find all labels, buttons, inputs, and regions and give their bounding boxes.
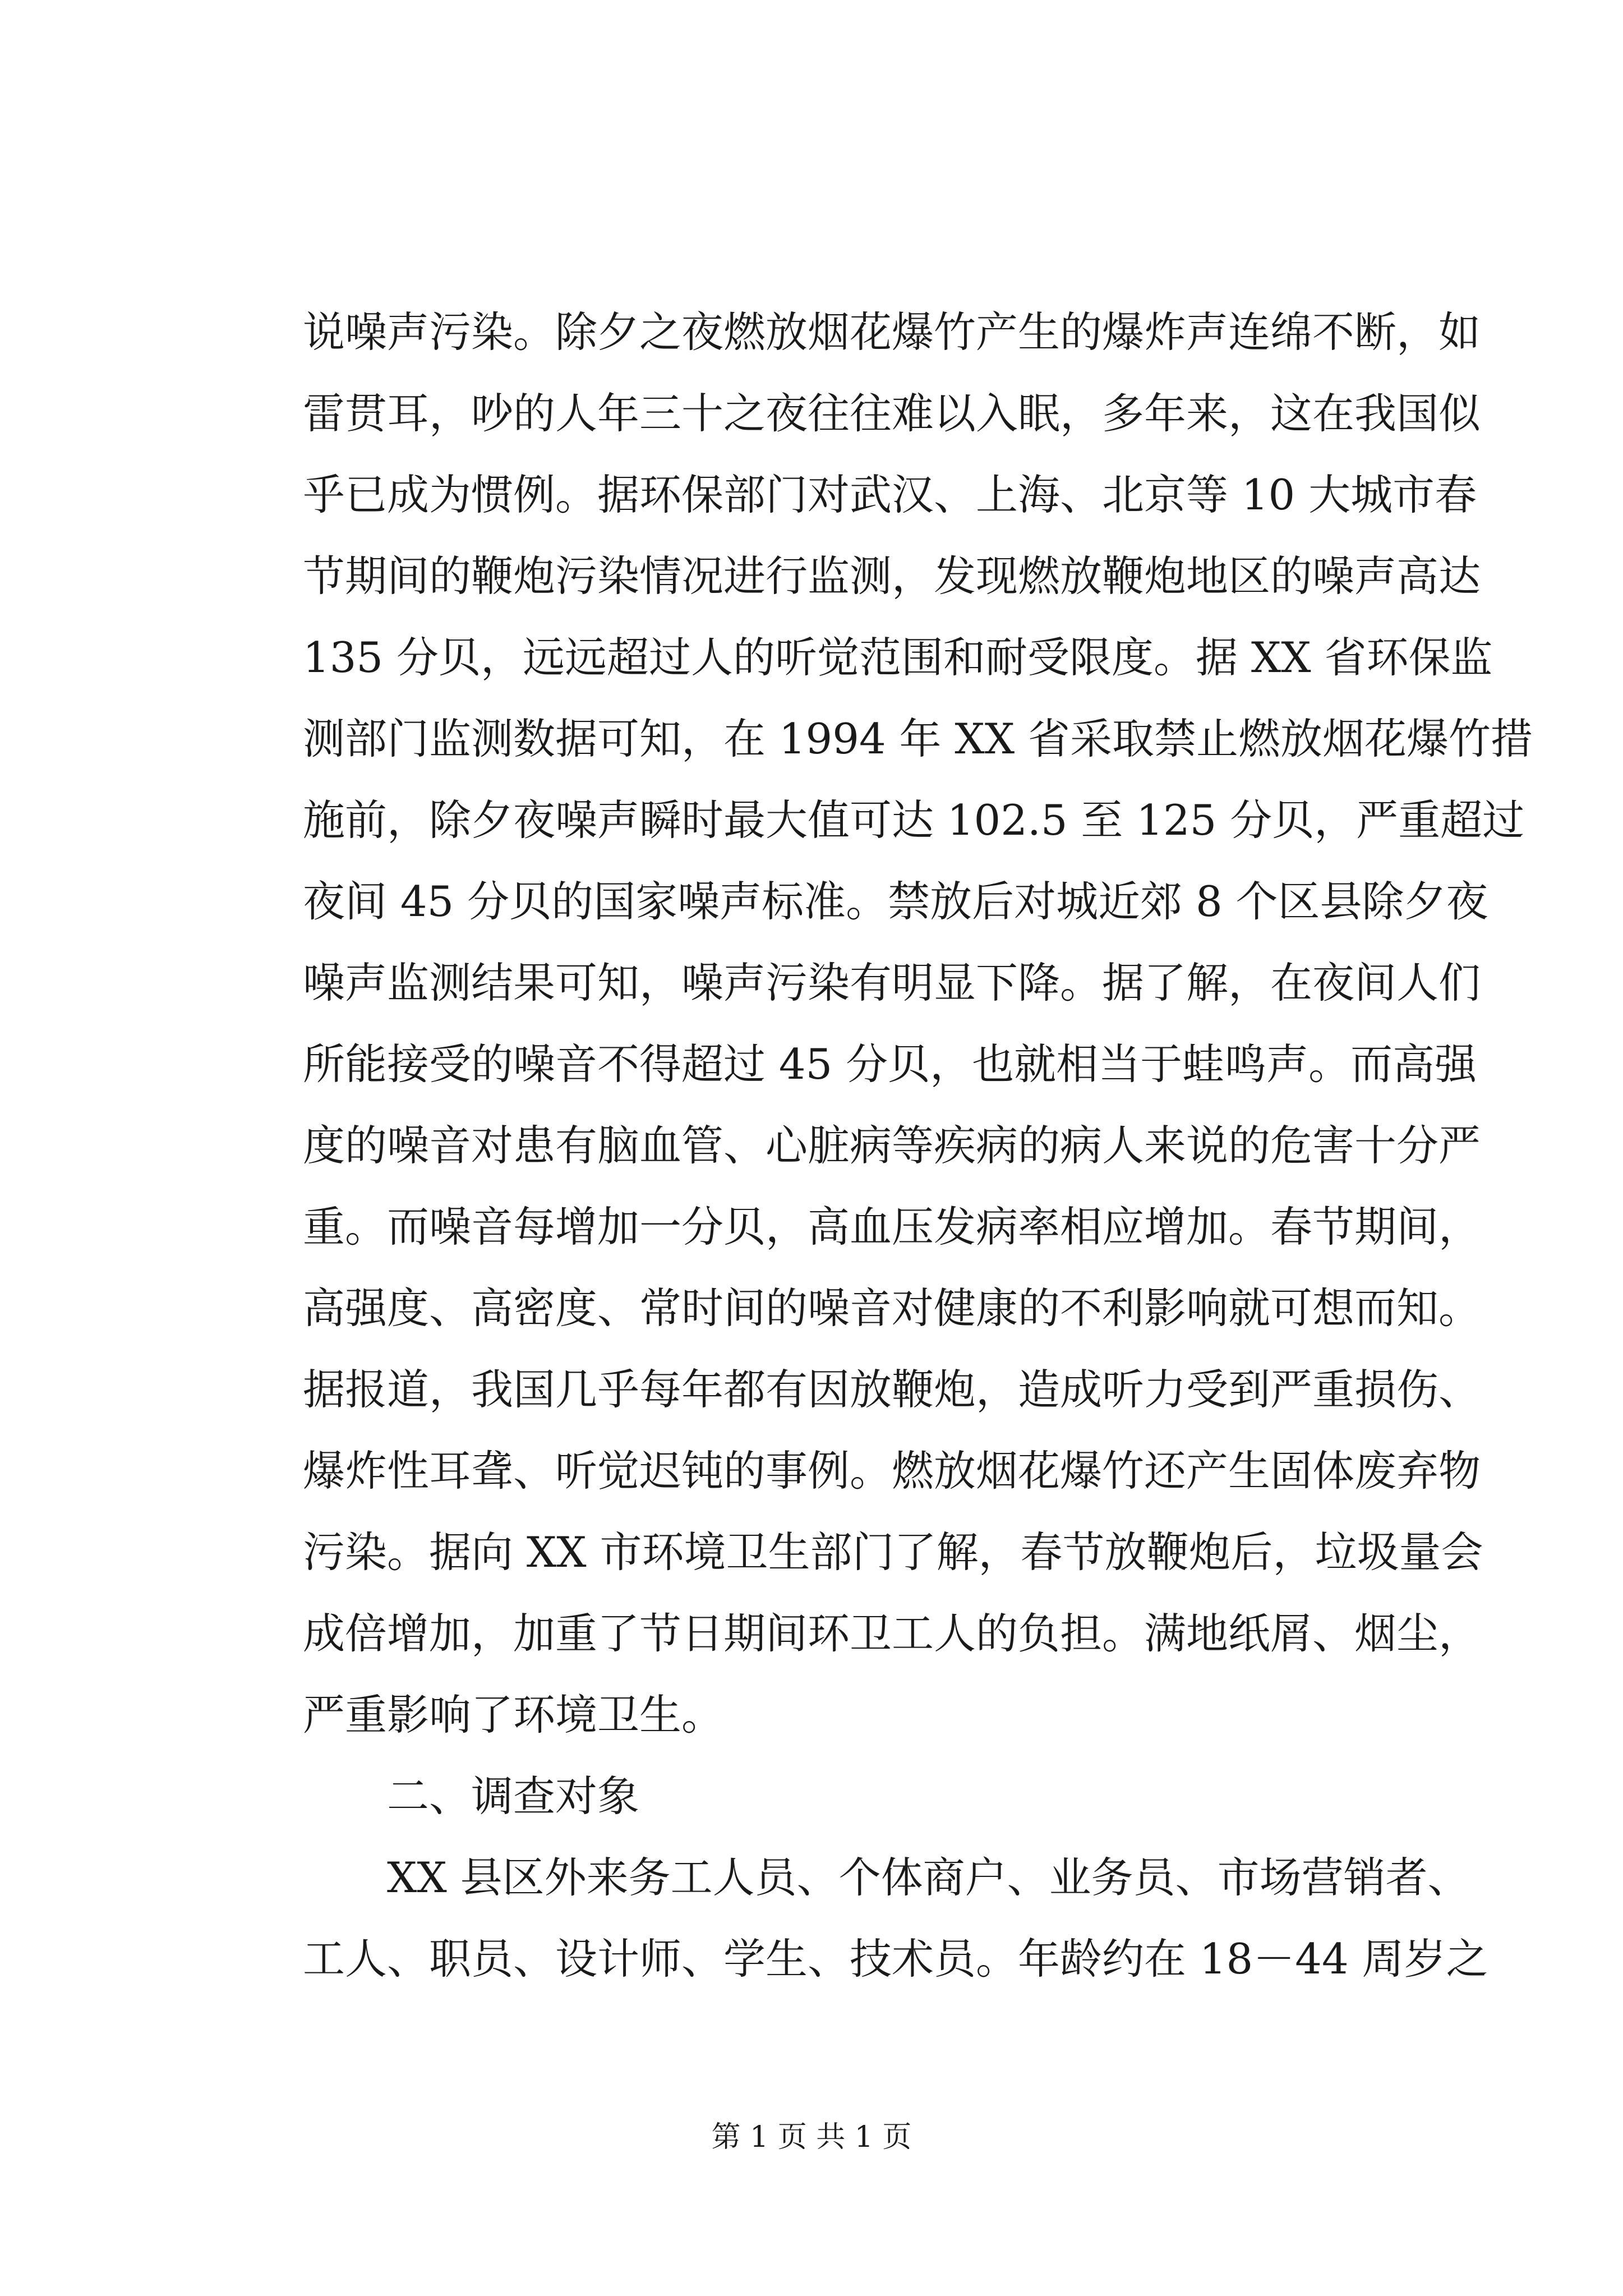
text-line-20: XX 县区外来务工人员、个体商户、业务员、市场营销者、: [387, 1853, 1470, 1902]
text-line-1: 说噪声污染。除夕之夜燃放烟花爆竹产生的爆炸声连绵不断，如: [303, 307, 1481, 357]
text-line-7: 施前，除夕夜噪声瞬时最大值可达 102.5 至 125 分贝，严重超过: [303, 795, 1525, 845]
text-line-12: 重。而噪音每增加一分贝，高血压发病率相应增加。春节期间，: [303, 1202, 1481, 1251]
text-line-5: 135 分贝，远远超过人的听觉范围和耐受限度。据 XX 省环保监: [303, 633, 1493, 682]
section-heading: 二、调查对象: [387, 1772, 640, 1821]
page-footer: 第 1 页 共 1 页: [711, 2120, 912, 2154]
text-line-9: 噪声监测结果可知，噪声污染有明显下降。据了解，在夜间人们: [303, 958, 1481, 1007]
text-line-3: 乎已成为惯例。据环保部门对武汉、上海、北京等 10 大城市春: [303, 470, 1477, 519]
text-line-18: 严重影响了环境卫生。: [303, 1690, 724, 1740]
text-line-6: 测部门监测数据可知，在 1994 年 XX 省采取禁止燃放烟花爆竹措: [303, 714, 1533, 763]
text-line-16: 污染。据向 XX 市环境卫生部门了解，春节放鞭炮后，垃圾量会: [303, 1527, 1483, 1577]
text-line-15: 爆炸性耳聋、听觉迟钝的事例。燃放烟花爆竹还产生固体废弃物: [303, 1446, 1481, 1496]
text-line-17: 成倍增加，加重了节日期间环卫工人的负担。满地纸屑、烟尘，: [303, 1609, 1481, 1658]
text-line-21: 工人、职员、设计师、学生、技术员。年龄约在 18－44 周岁之: [303, 1934, 1488, 1984]
text-line-2: 雷贯耳，吵的人年三十之夜往往难以入眠，多年来，这在我国似: [303, 389, 1481, 438]
text-line-8: 夜间 45 分贝的国家噪声标准。禁放后对城近郊 8 个区县除夕夜: [303, 877, 1488, 926]
text-line-14: 据报道，我国几乎每年都有因放鞭炮，造成听力受到严重损伤、: [303, 1365, 1481, 1414]
document-body: [303, 292, 1533, 2000]
text-line-4: 节期间的鞭炮污染情况进行监测，发现燃放鞭炮地区的噪声高达: [303, 551, 1481, 601]
text-line-10: 所能接受的噪音不得超过 45 分贝，也就相当于蛙鸣声。而高强: [303, 1039, 1477, 1089]
text-line-11: 度的噪音对患有脑血管、心脏病等疾病的病人来说的危害十分严: [303, 1121, 1481, 1170]
text-line-13: 高强度、高密度、常时间的噪音对健康的不利影响就可想而知。: [303, 1283, 1481, 1333]
